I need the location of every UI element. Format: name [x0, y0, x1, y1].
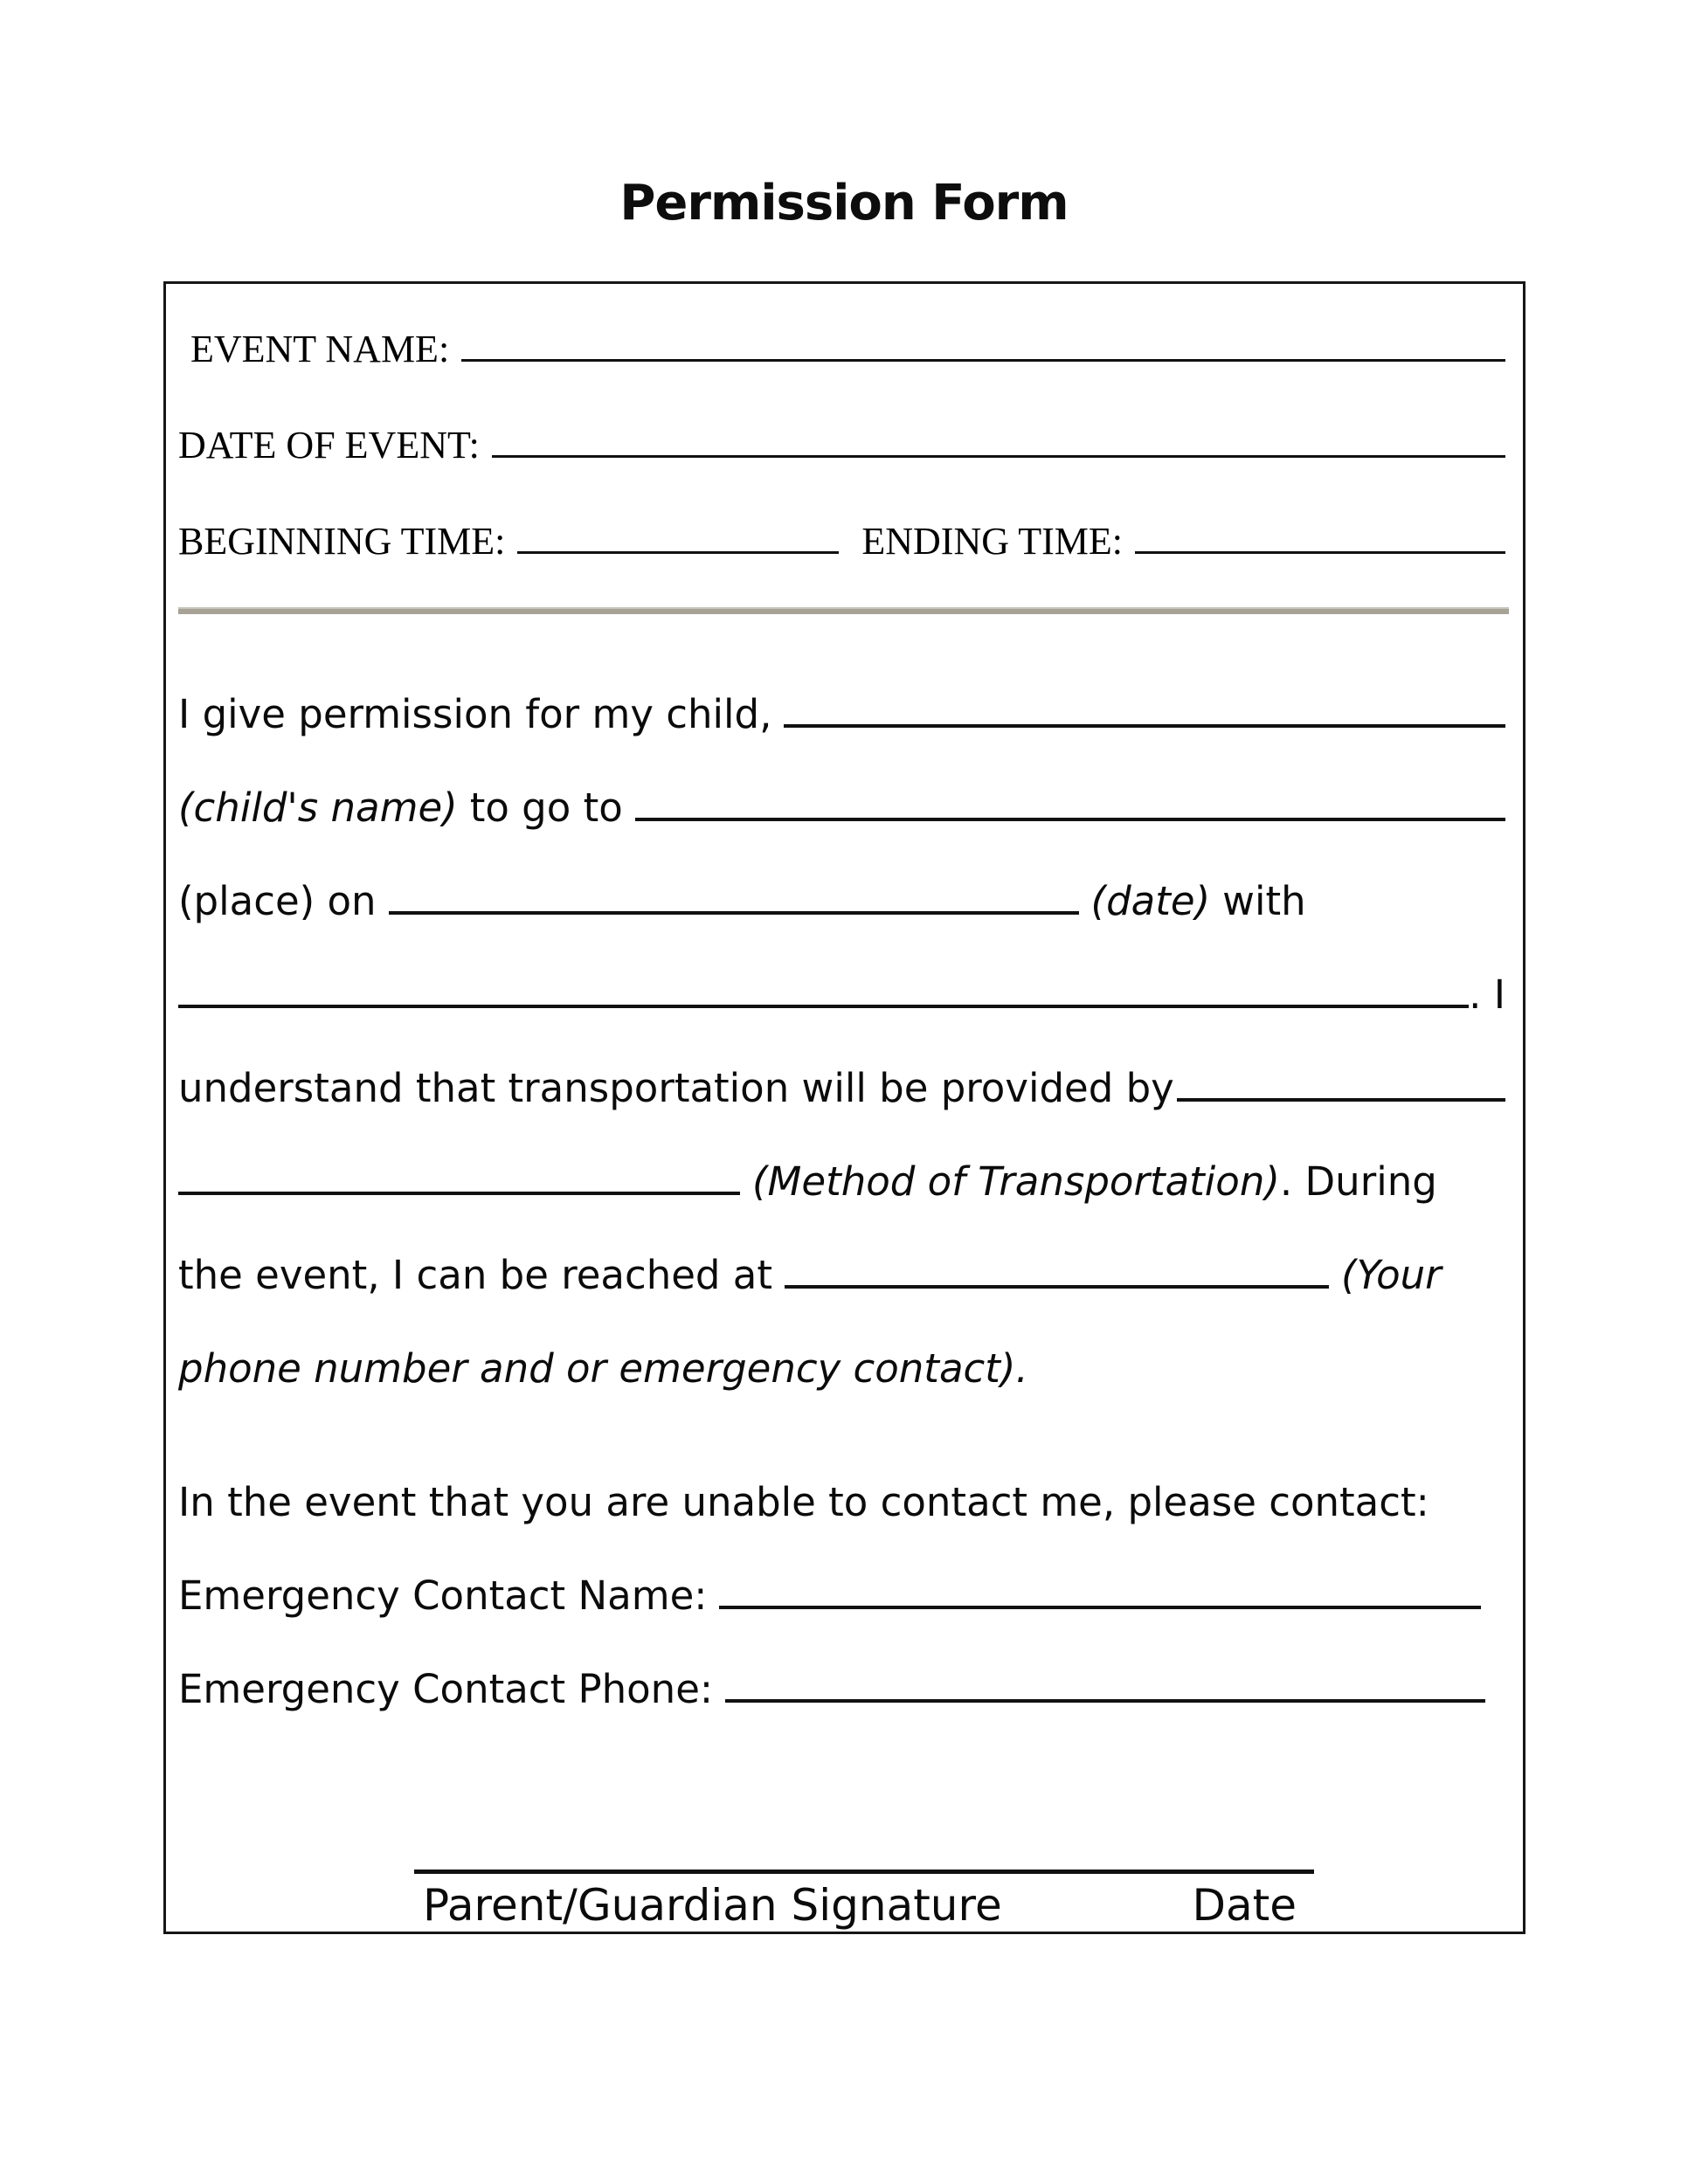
line3-post-text: with [1222, 878, 1306, 924]
transportation-hint: (Method of Transportation) [752, 1158, 1280, 1205]
event-name-row [166, 301, 1523, 397]
contact-intro-text: In the event that you are unable to contact me, please contact: [178, 1479, 1429, 1525]
emergency-name-blank[interactable] [719, 1600, 1481, 1609]
emergency-phone-label: Emergency Contact Phone: [178, 1666, 714, 1712]
paragraph-line-5 [166, 1041, 1523, 1135]
place-blank[interactable] [635, 812, 1505, 821]
phone-hint-end: phone number and or emergency contact). [178, 1345, 1028, 1392]
child-name-hint: (child's name) [178, 784, 458, 831]
child-name-blank[interactable] [784, 719, 1505, 728]
date-of-event-label: DATE OF EVENT: [178, 424, 480, 467]
line5-text: understand that transportation will be provided by [178, 1065, 1174, 1111]
beginning-time-label: BEGINNING TIME: [178, 520, 506, 563]
date-hint: (date) [1090, 878, 1211, 924]
paragraph-line-3 [166, 854, 1523, 948]
ending-time-blank[interactable] [1135, 545, 1505, 554]
phone-blank[interactable] [785, 1280, 1329, 1289]
phone-hint-start: (Your [1341, 1252, 1442, 1298]
emergency-name-row [166, 1549, 1523, 1642]
signature-labels-row [414, 1874, 1314, 1932]
chaperone-blank[interactable] [178, 999, 1469, 1008]
emergency-name-label: Emergency Contact Name: [178, 1572, 708, 1619]
line4-text: . I [1469, 971, 1505, 1018]
contact-intro-line [166, 1455, 1523, 1549]
paragraph-line-2 [166, 761, 1523, 854]
transportation-blank-1[interactable] [1177, 1093, 1505, 1102]
date-of-event-row [166, 397, 1523, 494]
date-of-event-blank[interactable] [492, 449, 1505, 458]
line7-text: the event, I can be reached at [178, 1252, 773, 1298]
emergency-phone-row [166, 1642, 1523, 1736]
beginning-time-blank[interactable] [517, 545, 839, 554]
event-name-label: EVENT NAME: [190, 328, 450, 370]
signature-area [414, 1870, 1314, 1932]
permission-paragraph [166, 667, 1523, 1736]
paragraph-line-4 [166, 948, 1523, 1041]
line2-text: to go to [469, 784, 623, 831]
paragraph-line-8 [166, 1322, 1523, 1415]
times-row [166, 494, 1523, 590]
line1-text: I give permission for my child, [178, 691, 772, 737]
section-divider [178, 607, 1509, 614]
emergency-phone-blank[interactable] [725, 1694, 1485, 1703]
signature-label: Parent/Guardian Signature [423, 1880, 1002, 1931]
line6-post-text: . During [1279, 1158, 1437, 1205]
transportation-blank-2[interactable] [178, 1186, 740, 1195]
event-name-blank[interactable] [461, 353, 1505, 362]
line3-text: (place) on [178, 878, 377, 924]
paragraph-line-7 [166, 1228, 1523, 1322]
page-title: Permission Form [619, 175, 1069, 232]
permission-form-box [163, 281, 1525, 1934]
paragraph-line-1 [166, 667, 1523, 761]
paragraph-line-6 [166, 1135, 1523, 1228]
date-blank[interactable] [389, 906, 1079, 915]
date-label: Date [1192, 1880, 1297, 1931]
ending-time-label: ENDING TIME: [861, 520, 1123, 563]
